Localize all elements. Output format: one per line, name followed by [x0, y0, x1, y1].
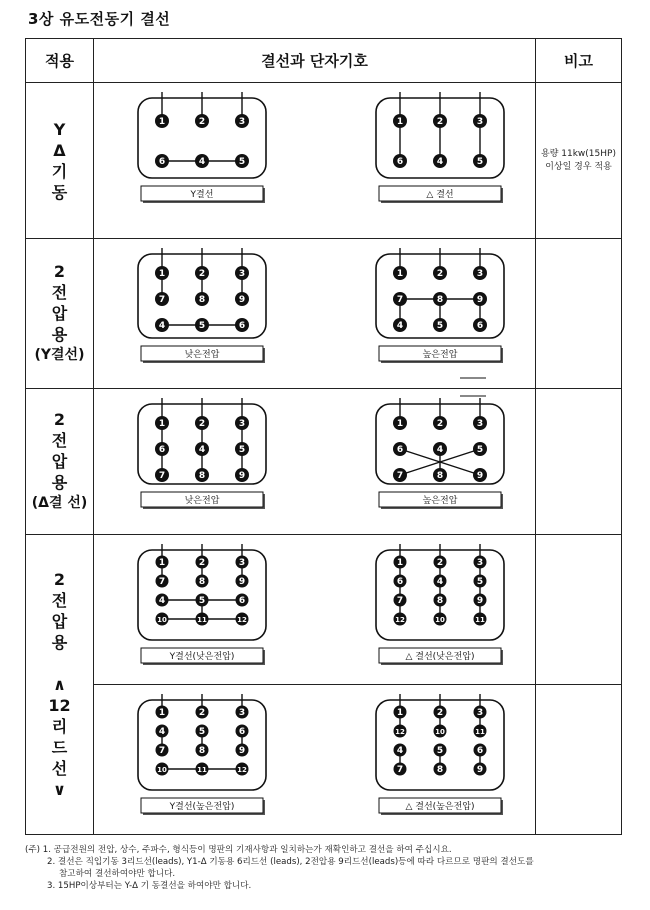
- right-terminal-box: [376, 248, 504, 363]
- terminal-4: [394, 743, 407, 756]
- application-char: Y: [53, 119, 66, 139]
- table-row: [26, 535, 622, 685]
- diagram-cell: [94, 83, 536, 239]
- terminal-1: [394, 705, 407, 718]
- svg-text:10: 10: [157, 615, 167, 624]
- application-char: 2: [53, 410, 66, 429]
- svg-text:4: 4: [158, 726, 166, 737]
- svg-text:5: 5: [198, 726, 206, 737]
- svg-text:4: 4: [396, 745, 404, 756]
- svg-text:6: 6: [238, 726, 246, 737]
- connection-label: 낮은전압: [184, 349, 220, 360]
- terminal-2: [195, 114, 209, 128]
- wiring-table: [25, 38, 622, 835]
- diagram-pair-d9: [94, 390, 535, 534]
- svg-text:7: 7: [158, 576, 166, 587]
- connection-label: Y결선: [190, 189, 214, 200]
- terminal-8: [196, 574, 209, 587]
- application-char: 용: [51, 473, 68, 492]
- svg-text:2: 2: [198, 268, 206, 279]
- svg-text:6: 6: [476, 320, 484, 331]
- right-terminal-box: [376, 694, 504, 815]
- svg-text:11: 11: [197, 615, 207, 624]
- svg-text:5: 5: [238, 444, 246, 455]
- svg-text:4: 4: [436, 156, 444, 167]
- svg-text:3: 3: [476, 707, 484, 718]
- terminal-11: [474, 612, 487, 625]
- svg-text:1: 1: [396, 116, 404, 127]
- terminal-5: [474, 574, 487, 587]
- svg-text:8: 8: [198, 576, 206, 587]
- svg-text:4: 4: [158, 595, 166, 606]
- terminal-7: [394, 762, 407, 775]
- svg-text:7: 7: [396, 595, 404, 606]
- svg-text:11: 11: [475, 727, 485, 736]
- terminal-9: [474, 762, 487, 775]
- diagram-cell: [94, 535, 536, 685]
- diagram-pair-12high: [94, 686, 535, 834]
- application-char: 압: [51, 304, 68, 323]
- svg-text:12: 12: [395, 615, 405, 624]
- terminal-8: [434, 593, 447, 606]
- terminal-4: [434, 574, 447, 587]
- footnote-3: 3. 15HP이상부터는 Y-Δ 기 동결선을 하여야만 합니다.: [47, 881, 252, 891]
- remarks-cell: [536, 535, 622, 685]
- application-char: Δ: [53, 140, 66, 160]
- svg-text:5: 5: [198, 595, 206, 606]
- terminal-10: [434, 612, 447, 625]
- svg-text:12: 12: [237, 765, 247, 774]
- terminal-4: [156, 593, 169, 606]
- connection-label: 낮은전압: [184, 495, 220, 506]
- terminal-2: [195, 266, 209, 280]
- terminal-4: [433, 442, 447, 456]
- terminal-6: [473, 318, 487, 332]
- right-terminal-box: [376, 398, 504, 509]
- terminal-5: [235, 442, 249, 456]
- svg-text:3: 3: [238, 707, 246, 718]
- diagram-pair-ystart: [94, 84, 535, 238]
- svg-text:11: 11: [197, 765, 207, 774]
- svg-text:4: 4: [198, 444, 206, 455]
- svg-text:2: 2: [436, 557, 444, 568]
- terminal-4: [195, 154, 209, 168]
- terminal-9: [236, 743, 249, 756]
- svg-text:7: 7: [396, 470, 404, 481]
- terminal-8: [196, 743, 209, 756]
- svg-text:4: 4: [436, 444, 444, 455]
- terminal-3: [236, 705, 249, 718]
- svg-text:6: 6: [396, 576, 404, 587]
- svg-text:6: 6: [476, 745, 484, 756]
- svg-text:1: 1: [396, 707, 404, 718]
- terminal-1: [156, 705, 169, 718]
- terminal-9: [236, 574, 249, 587]
- terminal-2: [433, 416, 447, 430]
- svg-text:9: 9: [238, 294, 246, 305]
- diagram-cell: [94, 389, 536, 535]
- left-terminal-box: [138, 92, 266, 203]
- svg-text:12: 12: [237, 615, 247, 624]
- terminal-2: [433, 114, 447, 128]
- svg-text:2: 2: [198, 707, 206, 718]
- terminal-2: [433, 266, 447, 280]
- connection-label: △ 결선(낮은전압): [405, 651, 475, 662]
- terminal-11: [196, 612, 209, 625]
- connection-label: Y결선(낮은전압): [169, 651, 235, 662]
- table-row: [26, 239, 622, 389]
- terminal-6: [235, 318, 249, 332]
- table-row: [26, 685, 622, 835]
- svg-text:4: 4: [436, 576, 444, 587]
- terminal-4: [155, 318, 169, 332]
- svg-text:2: 2: [198, 557, 206, 568]
- svg-text:9: 9: [238, 576, 246, 587]
- svg-text:5: 5: [238, 156, 246, 167]
- svg-text:6: 6: [396, 444, 404, 455]
- svg-text:6: 6: [238, 595, 246, 606]
- terminal-7: [156, 743, 169, 756]
- terminal-7: [155, 292, 169, 306]
- svg-text:8: 8: [436, 294, 444, 305]
- terminal-6: [393, 442, 407, 456]
- diagram-pair-12low: [94, 536, 535, 684]
- svg-text:5: 5: [436, 320, 444, 331]
- remarks-cell: [536, 389, 622, 535]
- left-terminal-box: [138, 248, 266, 363]
- svg-text:5: 5: [198, 320, 206, 331]
- remarks-cell: [536, 83, 622, 239]
- terminal-2: [434, 705, 447, 718]
- terminal-10: [434, 724, 447, 737]
- terminal-7: [155, 468, 169, 482]
- terminal-4: [156, 724, 169, 737]
- svg-text:4: 4: [198, 156, 206, 167]
- application-cell: [26, 535, 94, 835]
- svg-text:8: 8: [198, 294, 206, 305]
- footnotes: [25, 844, 635, 892]
- svg-text:5: 5: [476, 576, 484, 587]
- connection-label: 높은전압: [422, 495, 458, 506]
- right-terminal-box: [376, 544, 504, 665]
- svg-text:2: 2: [198, 418, 206, 429]
- terminal-6: [155, 154, 169, 168]
- terminal-8: [434, 762, 447, 775]
- header-wiring: 결선과 단자기호: [94, 39, 536, 83]
- footnote-2-cont: 참고하여 결선하여야만 합니다.: [59, 869, 176, 879]
- terminal-4: [433, 154, 447, 168]
- terminal-5: [434, 743, 447, 756]
- application-char: 드: [51, 738, 68, 757]
- terminal-1: [394, 555, 407, 568]
- terminal-12: [236, 612, 249, 625]
- application-char: 선: [51, 759, 68, 778]
- application-char: 기: [51, 161, 68, 181]
- application-char: 12: [48, 696, 71, 715]
- terminal-2: [195, 416, 209, 430]
- svg-text:1: 1: [158, 116, 166, 127]
- svg-text:7: 7: [396, 294, 404, 305]
- terminal-9: [235, 292, 249, 306]
- terminal-6: [155, 442, 169, 456]
- svg-text:2: 2: [198, 116, 206, 127]
- svg-text:5: 5: [476, 156, 484, 167]
- terminal-5: [235, 154, 249, 168]
- remark-line: 용량 11kw(15HP): [541, 148, 616, 159]
- svg-text:1: 1: [396, 268, 404, 279]
- terminal-6: [236, 593, 249, 606]
- table-row: [26, 83, 622, 239]
- terminal-9: [473, 292, 487, 306]
- application-char: 2: [53, 262, 66, 281]
- diagram-pair-y9: [94, 240, 535, 388]
- svg-text:8: 8: [436, 595, 444, 606]
- svg-text:2: 2: [436, 116, 444, 127]
- application-char: 용: [51, 633, 68, 652]
- svg-text:8: 8: [198, 745, 206, 756]
- terminal-3: [473, 266, 487, 280]
- terminal-6: [474, 743, 487, 756]
- svg-text:7: 7: [158, 745, 166, 756]
- svg-text:7: 7: [396, 764, 404, 775]
- terminal-1: [393, 114, 407, 128]
- terminal-1: [393, 266, 407, 280]
- terminal-3: [473, 416, 487, 430]
- connection-label: Y결선(높은전압): [169, 801, 235, 812]
- terminal-3: [235, 416, 249, 430]
- application-char: 압: [51, 452, 68, 471]
- svg-text:8: 8: [436, 470, 444, 481]
- terminal-6: [393, 154, 407, 168]
- terminal-10: [156, 612, 169, 625]
- svg-text:6: 6: [396, 156, 404, 167]
- application-char: (Y결선): [34, 347, 85, 363]
- terminal-2: [434, 555, 447, 568]
- svg-text:10: 10: [435, 615, 445, 624]
- footnote-1: (주) 1. 공급전원의 전압, 상수, 주파수, 형식등이 명판의 기재사항과 일치하는가 재확인하고 결선을 하여 주십시요.: [25, 845, 452, 855]
- svg-text:3: 3: [238, 116, 246, 127]
- terminal-9: [473, 468, 487, 482]
- remarks-cell: [536, 239, 622, 389]
- svg-text:1: 1: [396, 557, 404, 568]
- application-char: (Δ결 선): [31, 495, 88, 511]
- connection-label: 높은전압: [422, 349, 458, 360]
- terminal-3: [474, 705, 487, 718]
- svg-text:3: 3: [238, 557, 246, 568]
- svg-text:7: 7: [158, 294, 166, 305]
- svg-text:2: 2: [436, 418, 444, 429]
- terminal-2: [196, 555, 209, 568]
- terminal-4: [393, 318, 407, 332]
- terminal-5: [473, 442, 487, 456]
- terminal-7: [393, 468, 407, 482]
- svg-text:8: 8: [198, 470, 206, 481]
- terminal-5: [473, 154, 487, 168]
- application-char: 압: [51, 612, 68, 631]
- diagram-cell: [94, 685, 536, 835]
- svg-text:9: 9: [238, 470, 246, 481]
- svg-text:9: 9: [476, 294, 484, 305]
- header-remarks: 비고: [536, 39, 622, 83]
- terminal-1: [156, 555, 169, 568]
- svg-text:4: 4: [396, 320, 404, 331]
- terminal-1: [155, 266, 169, 280]
- left-terminal-box: [138, 398, 266, 509]
- connection-label: △ 결선: [426, 189, 454, 200]
- terminal-7: [394, 593, 407, 606]
- terminal-8: [433, 292, 447, 306]
- right-terminal-box: [376, 92, 504, 203]
- svg-text:3: 3: [238, 418, 246, 429]
- svg-text:9: 9: [476, 470, 484, 481]
- svg-text:3: 3: [476, 116, 484, 127]
- terminal-8: [433, 468, 447, 482]
- terminal-12: [394, 724, 407, 737]
- svg-text:1: 1: [158, 268, 166, 279]
- diagram-cell: [94, 239, 536, 389]
- svg-text:9: 9: [476, 595, 484, 606]
- application-cell: [26, 83, 94, 239]
- terminal-6: [236, 724, 249, 737]
- terminal-9: [474, 593, 487, 606]
- svg-text:12: 12: [395, 727, 405, 736]
- svg-text:7: 7: [158, 470, 166, 481]
- footnote-2: 2. 결선은 직입기동 3리드선(leads), Y1-Δ 기동용 6리드선 (leads), 2전압용 9리드선(leads)등에 따라 다르므로 명판의 결선도를: [47, 857, 534, 867]
- svg-text:9: 9: [238, 745, 246, 756]
- application-char: 전: [51, 591, 68, 610]
- svg-text:9: 9: [476, 764, 484, 775]
- terminal-6: [394, 574, 407, 587]
- svg-text:6: 6: [158, 444, 166, 455]
- application-cell: [26, 389, 94, 535]
- svg-text:1: 1: [396, 418, 404, 429]
- terminal-11: [196, 762, 209, 775]
- terminal-1: [155, 416, 169, 430]
- svg-text:6: 6: [238, 320, 246, 331]
- terminal-5: [196, 593, 209, 606]
- terminal-3: [474, 555, 487, 568]
- terminal-10: [156, 762, 169, 775]
- remarks-cell: [536, 685, 622, 835]
- terminal-9: [235, 468, 249, 482]
- left-terminal-box: [138, 694, 266, 815]
- application-char: [26, 653, 93, 674]
- terminal-7: [393, 292, 407, 306]
- svg-text:3: 3: [476, 268, 484, 279]
- page-title: 3상 유도전동기 결선: [28, 10, 171, 28]
- terminal-5: [195, 318, 209, 332]
- terminal-4: [195, 442, 209, 456]
- svg-text:5: 5: [476, 444, 484, 455]
- svg-text:6: 6: [158, 156, 166, 167]
- terminal-12: [236, 762, 249, 775]
- svg-text:3: 3: [238, 268, 246, 279]
- svg-text:4: 4: [158, 320, 166, 331]
- terminal-5: [433, 318, 447, 332]
- svg-text:2: 2: [436, 268, 444, 279]
- svg-text:10: 10: [435, 727, 445, 736]
- application-char: ∧: [53, 675, 66, 694]
- svg-text:8: 8: [436, 764, 444, 775]
- svg-text:1: 1: [158, 557, 166, 568]
- remark-line: 이상일 경우 적용: [545, 161, 612, 172]
- application-char: ∨: [53, 780, 66, 799]
- table-row: [26, 389, 622, 535]
- terminal-3: [235, 266, 249, 280]
- application-char: 2: [53, 570, 66, 589]
- terminal-8: [195, 292, 209, 306]
- svg-text:5: 5: [436, 745, 444, 756]
- terminal-8: [195, 468, 209, 482]
- svg-text:3: 3: [476, 418, 484, 429]
- terminal-5: [196, 724, 209, 737]
- terminal-1: [155, 114, 169, 128]
- application-char: 전: [51, 431, 68, 450]
- left-terminal-box: [138, 544, 266, 665]
- svg-text:10: 10: [157, 765, 167, 774]
- application-char: 리: [51, 717, 68, 736]
- application-char: 전: [51, 283, 68, 302]
- header-application: 적용: [26, 39, 94, 83]
- terminal-12: [394, 612, 407, 625]
- svg-text:2: 2: [436, 707, 444, 718]
- connection-label: △ 결선(높은전압): [405, 801, 475, 812]
- svg-text:11: 11: [475, 615, 485, 624]
- terminal-7: [156, 574, 169, 587]
- application-cell: [26, 239, 94, 389]
- terminal-3: [473, 114, 487, 128]
- terminal-3: [236, 555, 249, 568]
- application-char: 용: [51, 325, 68, 344]
- terminal-2: [196, 705, 209, 718]
- svg-text:1: 1: [158, 707, 166, 718]
- terminal-11: [474, 724, 487, 737]
- svg-text:1: 1: [158, 418, 166, 429]
- application-char: 동: [51, 182, 68, 202]
- table-header-row: [26, 39, 622, 83]
- svg-text:3: 3: [476, 557, 484, 568]
- terminal-1: [393, 416, 407, 430]
- terminal-3: [235, 114, 249, 128]
